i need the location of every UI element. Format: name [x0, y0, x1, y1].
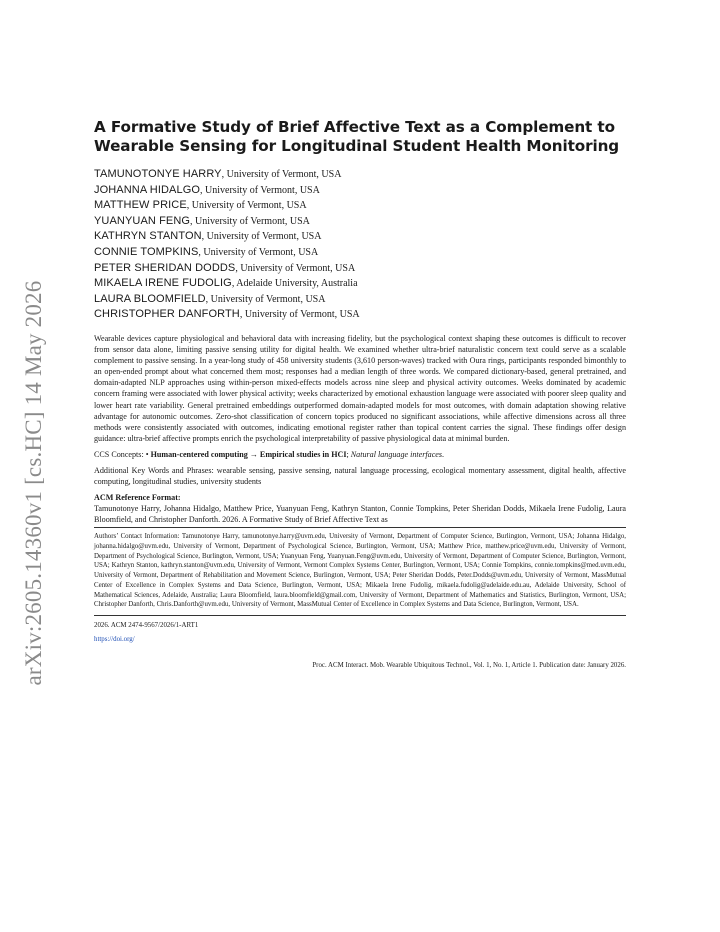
author-entry — [94, 198, 626, 214]
author-entry — [94, 292, 626, 308]
ccs-end: . — [442, 449, 445, 459]
author-name: LAURA BLOOMFIELD — [94, 292, 206, 305]
author-entry — [94, 307, 626, 323]
author-name: TAMUNOTONYE HARRY — [94, 168, 222, 180]
acm-reference-body: Tamunotonye Harry, Johanna Hidalgo, Matthew Price, Yuanyuan Feng, Kathryn Stanton, Connie Tompkins, Peter Sheridan Dodds, Mikaela Irene Fudolig, Laura Bloomfield, and Christopher Danforth. 2026. A Formative Study of Brief Affective Text as — [94, 504, 626, 525]
author-affiliation: , University of Vermont, USA — [235, 262, 356, 274]
author-entry — [94, 276, 626, 292]
author-name: KATHRYN STANTON — [94, 230, 202, 243]
author-entry — [94, 183, 626, 199]
author-entry — [94, 261, 626, 277]
abstract: Wearable devices capture physiological and behavioral data with increasing fidelity, but the psychological context shaping these outcomes is difficult to recover from sensor data alone, limiting passive sensing utility for digital health. We examined whether ultra-brief naturalistic concern text could serve as a scalable complement to passive sensing. In a year-long study of 458 university students (3,610 person-waves) tracked with Oura rings, participants responded bimonthly to an open-ended prompt about what concerned them most; responses had a median length of three words. We compared dictionary-based, general pretrained, and domain-adapted NLP approaches using within-person mixed-effects models across nine sleep and physical activity outcomes. Weeks dominated by academic concern framing were associated with lower physical activity; weeks characterized by emotional exhaustion language were associated with poorer sleep quality and lower heart rate variability. General pretrained embeddings outperformed domain-adapted models for most outcomes, with domain adaptation showing relative advantage for autonomic outcomes. Zero-shot classification of concern topics produced no significant associations, while affective dimensions across all three methods were consistently associated with outcomes, indicating emotional register rather than topical content carries the signal. These findings offer design guidance: ultra-brief affective prompts enrich the psychological interpretability of passive physiological data at minimal burden. — [94, 333, 626, 443]
author-name: JOHANNA HIDALGO — [94, 183, 201, 196]
author-name: MATTHEW PRICE — [94, 199, 187, 212]
author-affiliation: , University of Vermont, USA — [190, 215, 310, 227]
author-affiliation: , University of Vermont, USA — [221, 169, 342, 180]
author-name: YUANYUAN FENG — [94, 214, 191, 227]
author-entry — [94, 214, 626, 230]
author-entry — [94, 245, 626, 261]
paper-first-page — [94, 118, 626, 669]
author-name: CHRISTOPHER DANFORTH — [94, 308, 240, 321]
ccs-secondary-concept: Natural language interfaces — [350, 449, 443, 459]
journal-footer: Proc. ACM Interact. Mob. Wearable Ubiquitous Technol., Vol. 1, No. 1, Article 1. Publication date: January 2026. — [312, 661, 626, 669]
doi-link[interactable]: https://doi.org/ — [94, 636, 135, 644]
author-list — [94, 167, 626, 323]
ccs-concepts — [94, 449, 626, 460]
author-affiliation: , University of Vermont, USA — [201, 231, 322, 243]
divider — [94, 527, 626, 528]
acm-reference-heading: ACM Reference Format: — [94, 493, 181, 503]
ccs-label: CCS Concepts: • — [94, 449, 151, 459]
arxiv-identifier-stamp: arXiv:2605.14360v1 [cs.HC] 14 May 2026 — [21, 280, 46, 686]
author-affiliation: , University of Vermont, USA — [205, 293, 326, 305]
author-affiliation: , University of Vermont, USA — [198, 246, 319, 258]
author-entry — [94, 229, 626, 245]
author-affiliation: , Adelaide University, Australia — [231, 278, 358, 290]
author-name: CONNIE TOMPKINS — [94, 245, 199, 258]
keywords: Additional Key Words and Phrases: wearable sensing, passive sensing, natural language processing, ecological momentary assessment, digital health, affective computing, longitudinal studies, university students — [94, 465, 626, 487]
paper-title: A Formative Study of Brief Affective Text as a Complement to Wearable Sensing for Longitudinal Student Health Monitoring — [94, 118, 620, 155]
author-entry — [94, 167, 626, 183]
author-name: PETER SHERIDAN DODDS — [94, 261, 236, 274]
copyright-line: 2026. ACM 2474-9567/2026/1-ART1 — [94, 621, 199, 629]
ccs-primary-concept: Human-centered computing → Empirical studies in HCI — [150, 449, 347, 459]
author-affiliation: , University of Vermont, USA — [239, 309, 360, 321]
author-affiliation: , University of Vermont, USA — [186, 200, 307, 212]
ccs-separator: ; — [346, 449, 351, 459]
author-name: MIKAELA IRENE FUDOLIG — [94, 277, 232, 290]
author-affiliation: , University of Vermont, USA — [200, 184, 320, 196]
author-contact-information: Authors’ Contact Information: Tamunotonye Harry, tamunotonye.harry@uvm.edu, University of Vermont, Department of Computer Science, Burlington, Vermont, USA; Johanna Hidalgo, johanna.hidalgo@uvm.edu, University of Vermont, Department of Psychological Science, Burlington, Vermont, USA; Matthew Price, matthew.price@uvm.edu, University of Vermont, Department of Psychological Science, Burlington, Vermont, USA; Yuanyuan Feng, Yuanyuan.Feng@uvm.edu, University of Vermont, Department of Computer Science, Burlington, Vermont, USA; Kathryn Stanton, kathryn.stanton@uvm.edu, University of Vermont, Vermont Complex Systems Center, Burlington, Vermont, USA; Connie Tompkins, connie.tompkins@med.uvm.edu, University of Vermont, Department of Rehabilitation and Movement Science, Burlington, Vermont, USA; Peter Sheridan Dodds, Peter.Dodds@uvm.edu, University of Vermont, MassMutual Center of Excellence in Complex Systems and Data Science, Burlington, Vermont, USA; Mikaela Irene Fudolig, mikaela.fudolig@adelaide.edu.au, Adelaide University, School of Mathematical Sciences, Adelaide, Australia; Laura Bloomfield, laura.bloomfield@gmail.com, University of Vermont, Department of Mathematics and Statistics, Burlington, Vermont, USA; Christopher Danforth, Chris.Danforth@uvm.edu, University of Vermont, MassMutual Center of Excellence in Complex Systems and Data Science, Burlington, Vermont, USA. — [94, 533, 626, 609]
divider — [94, 615, 626, 616]
